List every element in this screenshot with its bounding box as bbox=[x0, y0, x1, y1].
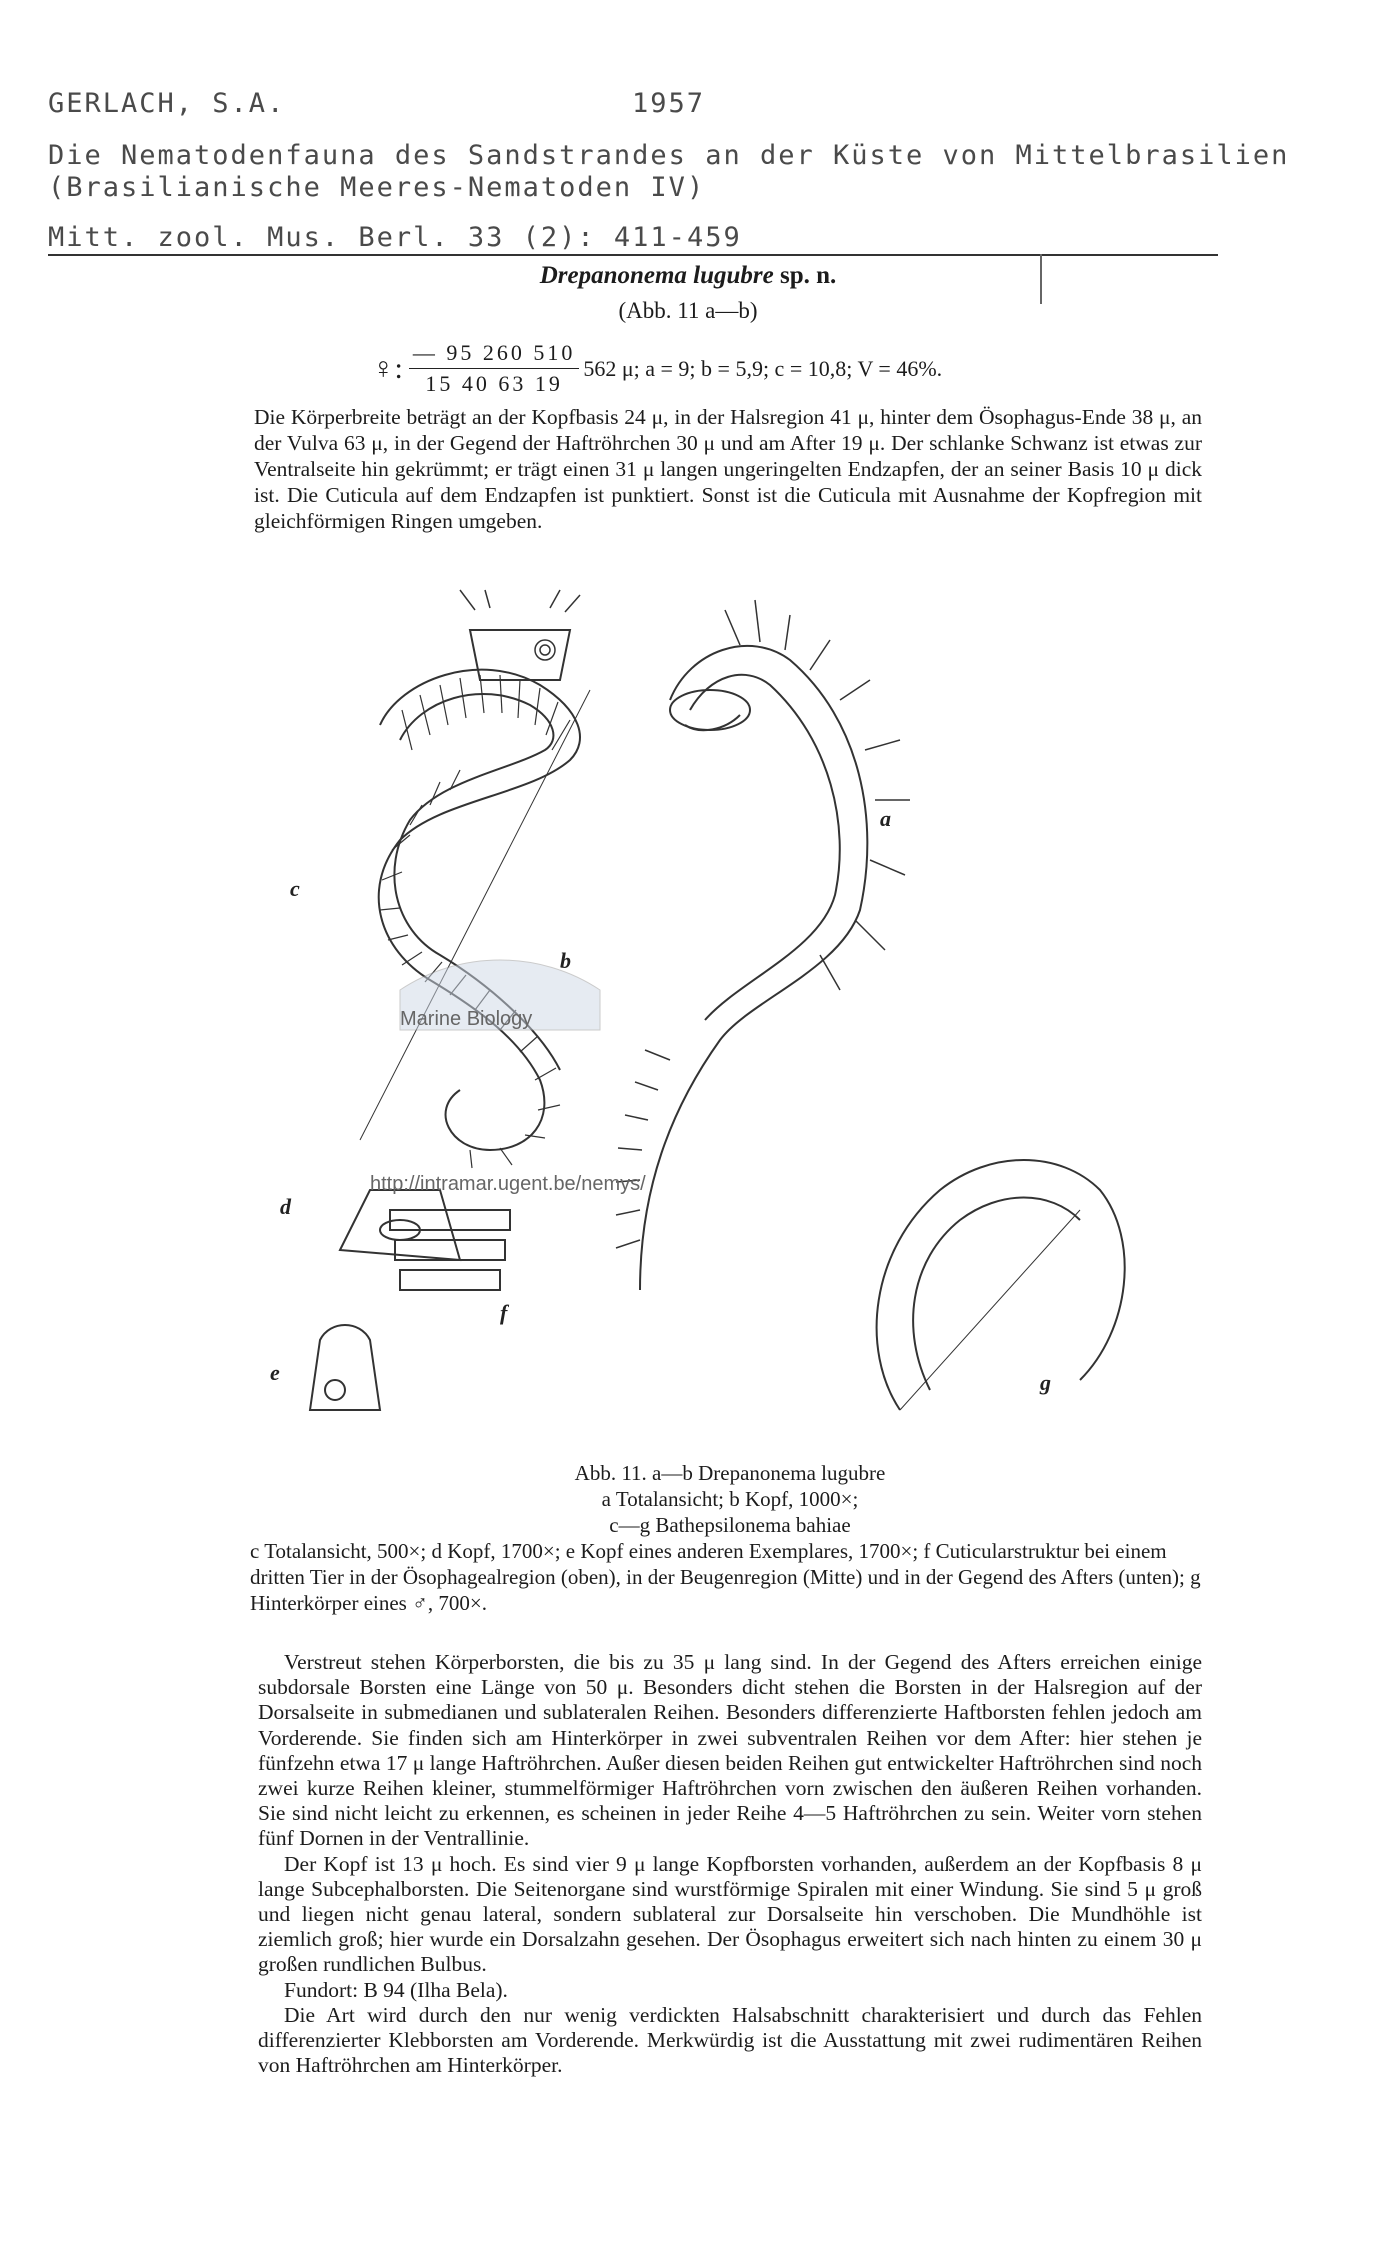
measurement-formula bbox=[372, 340, 942, 397]
female-symbol: ♀: bbox=[372, 351, 403, 385]
figure-label-g: g bbox=[1040, 1370, 1051, 1395]
species-heading bbox=[0, 262, 1376, 290]
figure-label-c: c bbox=[290, 876, 300, 901]
figure-label-e: e bbox=[270, 1360, 280, 1385]
figure-reference: (Abb. 11 a—b) bbox=[618, 298, 758, 323]
species-suffix: sp. n. bbox=[780, 262, 837, 289]
watermark-url: http://intramar.ugent.be/nemys/ bbox=[370, 1173, 646, 1195]
figure-label-f: f bbox=[500, 1300, 508, 1325]
reference-author: GERLACH, S.A. bbox=[48, 88, 286, 119]
drawing-a-total-view bbox=[616, 600, 910, 1290]
drawing-d-head bbox=[340, 1190, 460, 1260]
figure-label-d: d bbox=[280, 1194, 291, 1219]
figure-caption bbox=[250, 1460, 1210, 1616]
head-paragraph: Der Kopf ist 13 μ hoch. Es sind vier 9 μ lange Kopfborsten vorhanden, außerdem an der Kopfbasis 8 μ lange Subcephalborsten. Die Seitenorgane sind wurstförmige Spiralen mit einer Windung. Sie sind 5 μ groß und liegen nicht genau lateral, sondern sublateral zur Dorsalseite hin verschoben. Die Mundhöhle ist ziemlich groß; hier wurde ein Dorsalzahn gesehen. Der Ösophagus erweitert sich nach hinten zu einem 30 μ großen rundlichen Bulbus. bbox=[258, 1851, 1202, 1977]
locality-paragraph: Fundort: B 94 (Ilha Bela). bbox=[284, 1977, 508, 2002]
formula-fraction bbox=[409, 340, 580, 397]
header-divider bbox=[48, 254, 1218, 256]
description-continued bbox=[258, 1650, 1202, 2078]
reference-title: Die Nematodenfauna des Sandstrandes an der Küste von Mittelbrasilien bbox=[48, 140, 1290, 171]
caption-line-1: Abb. 11. a—b Drepanonema lugubre bbox=[574, 1461, 886, 1485]
drawing-c-total-view bbox=[360, 670, 590, 1168]
formula-ratios: 562 μ; a = 9; b = 5,9; c = 10,8; V = 46%. bbox=[583, 355, 943, 381]
drawing-b-head bbox=[460, 590, 580, 680]
formula-denominator: 15 40 63 19 bbox=[425, 371, 563, 396]
setae-paragraph: Verstreut stehen Körperborsten, die bis zu 35 μ lang sind. In der Gegend des Afters erreichen einige subdorsale Borsten eine Länge von 50 μ. Besonders dicht stehen die Borsten in der Halsregion auf der Dorsalseite in submedianen und sublateralen Reihen. Besonders differenzierte Haftborsten fehlen jedoch am Vorderende. Sie finden sich am Hinterkörper in zwei subventralen Reihen vor dem After: hier stehen je fünfzehn etwa 17 μ lange Haftröhrchen. Außer diesen beiden Reihen gut entwickelter Haftröhrchen sind noch zwei kurze Reihen kleiner, stummelförmiger Haftröhrchen vorn zwischen den äußeren Reihen vorhanden. Sie sind nicht leicht zu erkennen, es scheinen in jeder Reihe 4—5 Haftröhrchen zu sein. Weiter vorn stehen fünf Dornen in der Ventrallinie. bbox=[258, 1650, 1202, 1851]
drawing-e-head bbox=[310, 1325, 380, 1410]
caption-line-3: c—g Bathepsilonema bahiae bbox=[609, 1513, 851, 1537]
caption-line-2: a Totalansicht; b Kopf, 1000×; bbox=[601, 1487, 859, 1511]
reference-year: 1957 bbox=[632, 88, 706, 119]
diagnosis-paragraph: Die Art wird durch den nur wenig verdickten Halsabschnitt charakterisiert und durch das Fehlen differenzierter Klebborsten am Vorderende. Merkwürdig ist die Ausstattung mit zwei rudimentären Reihen von Haftröhrchen am Hinterkörper. bbox=[258, 2002, 1202, 2078]
figure-illustration bbox=[270, 590, 1220, 1450]
reference-journal: Mitt. zool. Mus. Berl. 33 (2): 411-459 bbox=[48, 222, 742, 253]
formula-numerator: — 95 260 510 bbox=[409, 340, 580, 369]
watermark-text: Marine Biology bbox=[400, 1008, 533, 1030]
reference-subtitle: (Brasilianische Meeres-Nematoden IV) bbox=[48, 172, 706, 203]
caption-line-4: c Totalansicht, 500×; d Kopf, 1700×; e Kopf eines anderen Exemplares, 1700×; f Cuticularstruktur bei einem dritten Tier in der Ösophagealregion (oben), in der Beugenregion (Mitte) und in der Gegend des Afters (unten); g Hinterkörper eines ♂, 700×. bbox=[250, 1539, 1201, 1615]
species-name: Drepanonema lugubre bbox=[539, 262, 774, 289]
figure-label-a: a bbox=[880, 806, 891, 831]
figure-label-b: b bbox=[560, 948, 571, 973]
drawing-g-posterior bbox=[877, 1160, 1125, 1410]
description-paragraph: Die Körperbreite beträgt an der Kopfbasis 24 μ, in der Halsregion 41 μ, hinter dem Ösophagus-Ende 38 μ, an der Vulva 63 μ, in der Gegend der Haftröhrchen 30 μ und am After 19 μ. Der schlanke Schwanz ist etwas zur Ventralseite hin gekrümmt; er trägt einen 31 μ langen ungeringelten Endzapfen, der an seiner Basis 10 μ dick ist. Die Cuticula auf dem Endzapfen ist punktiert. Sonst ist die Cuticula mit Ausnahme der Kopfregion mit gleichförmigen Ringen umgeben. bbox=[254, 405, 1202, 533]
